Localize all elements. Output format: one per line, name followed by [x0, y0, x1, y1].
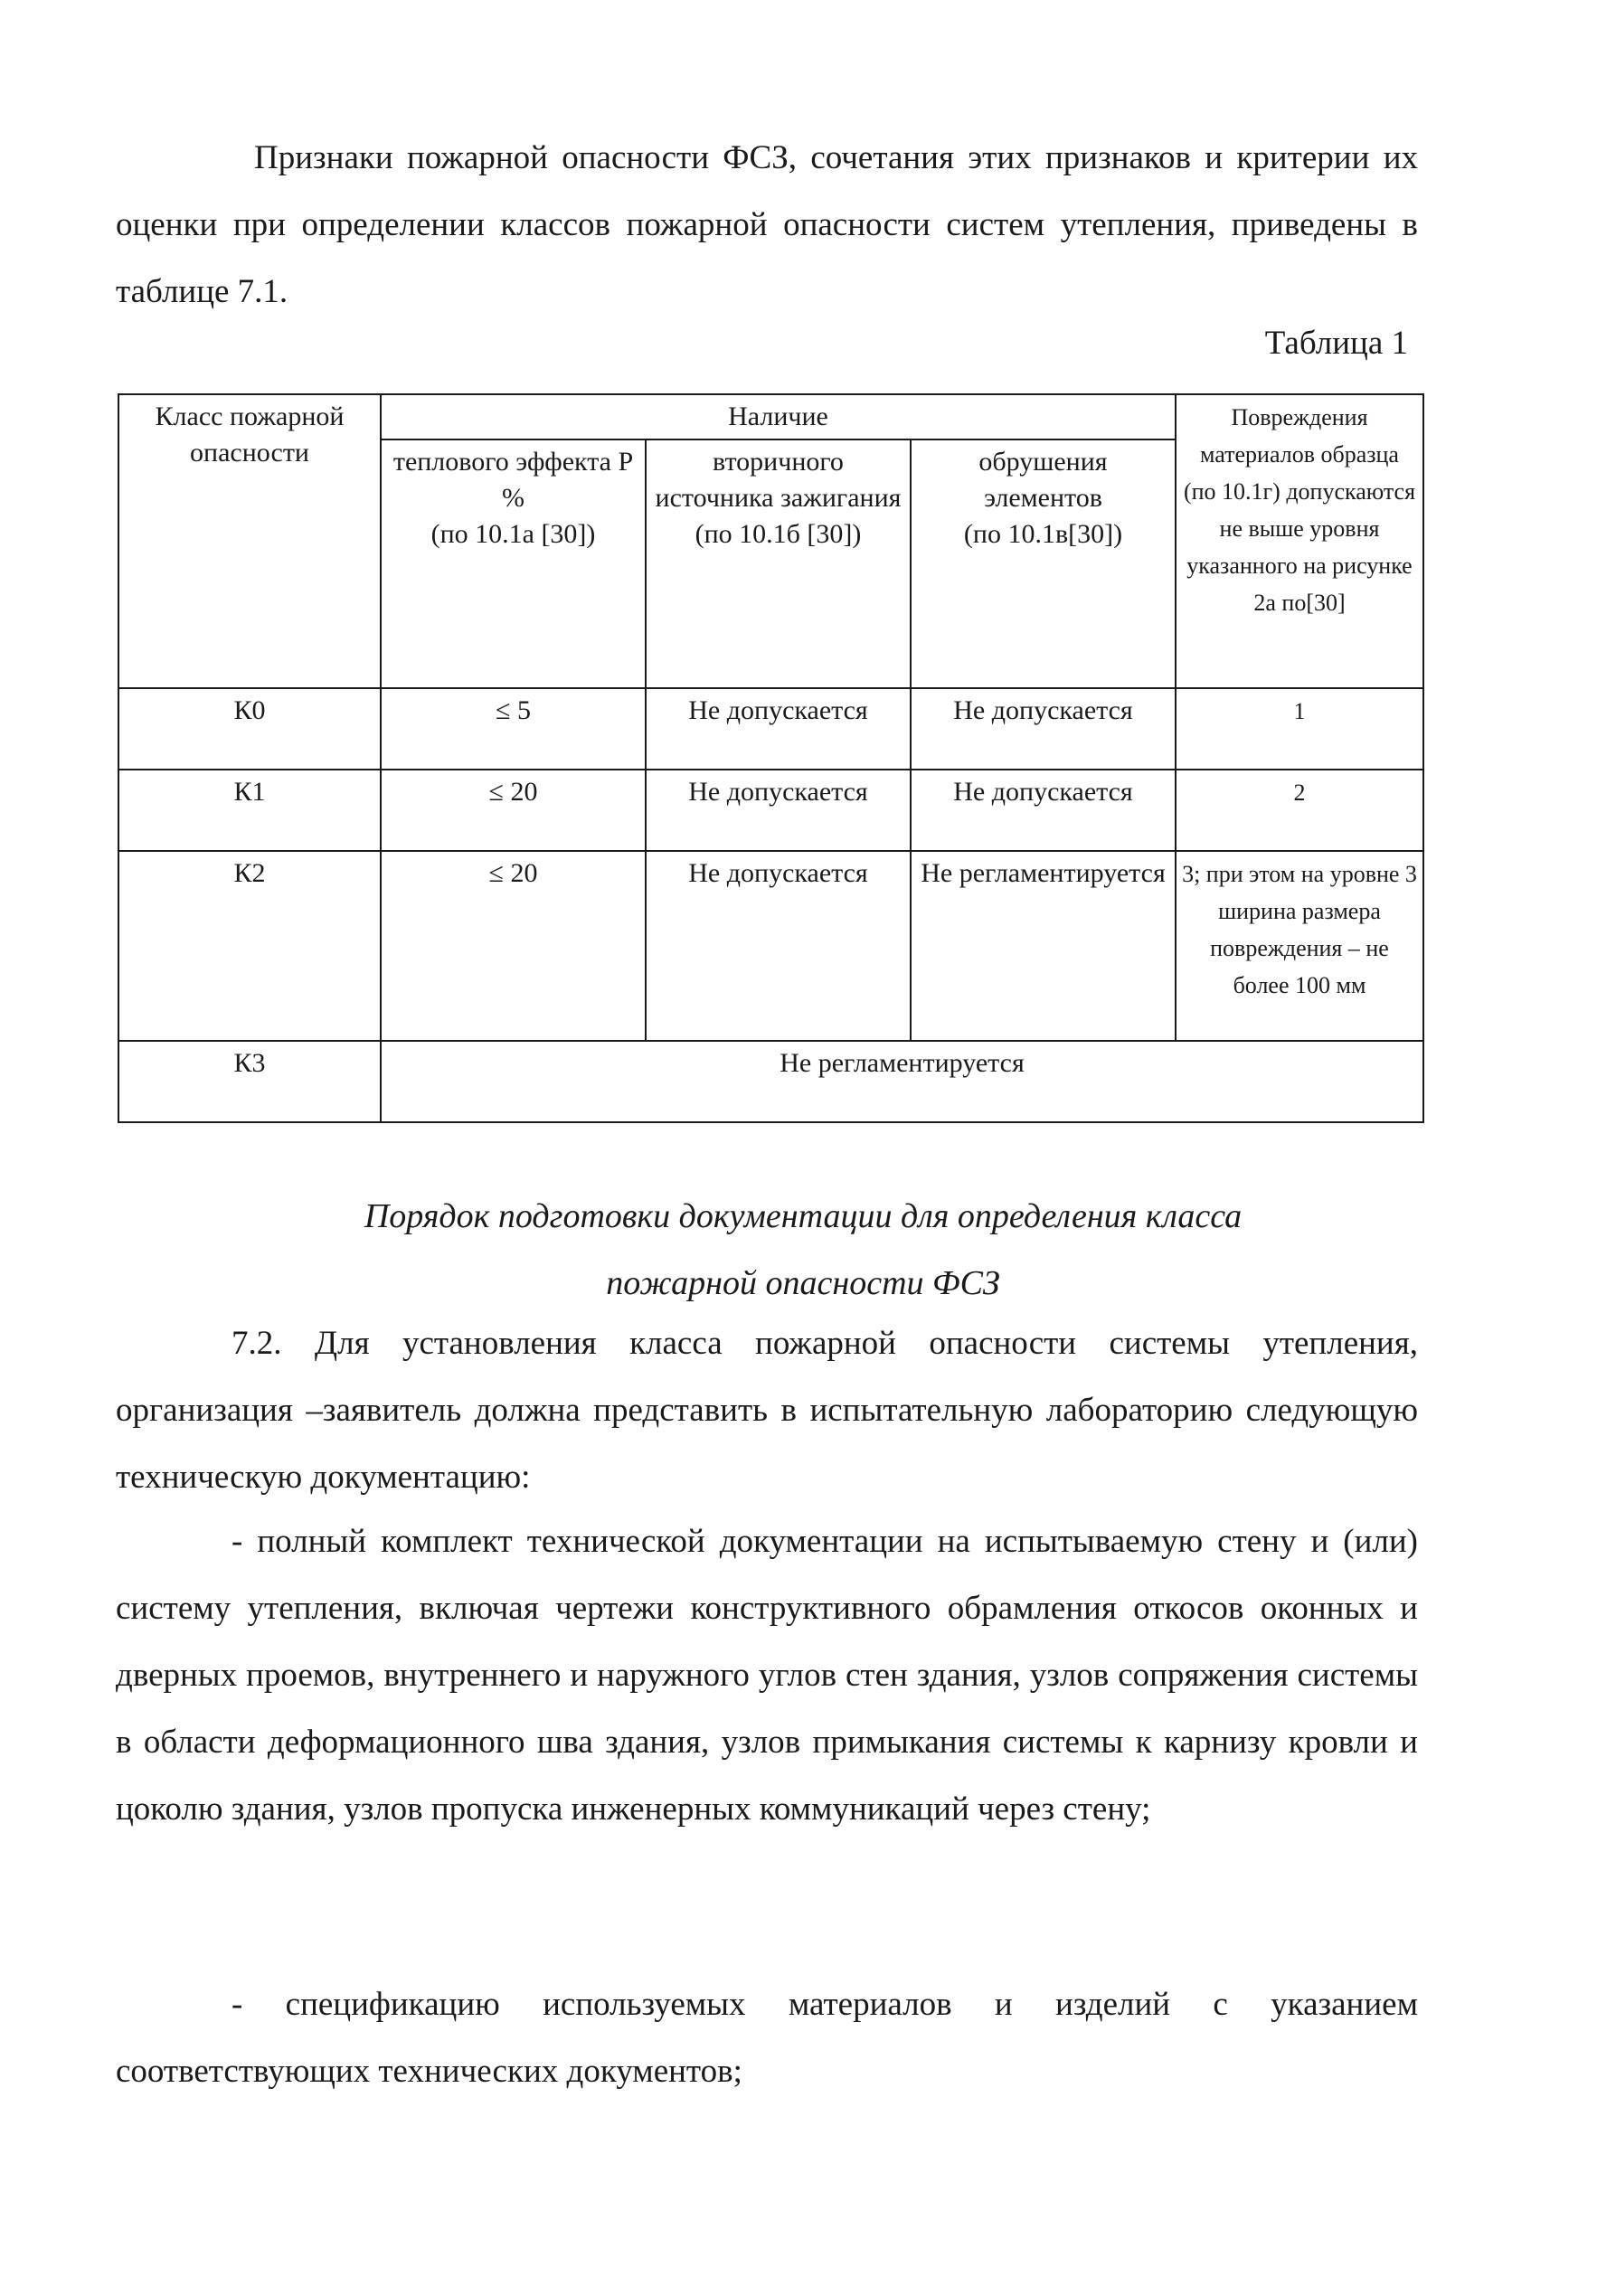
header-ignition: вторичного источника зажигания (по 10.1б [30]) [646, 439, 911, 688]
cell-ignition: Не допускается [646, 851, 911, 1041]
cell-collapse: Не допускается [911, 770, 1176, 851]
cell-class: К0 [118, 688, 381, 770]
fire-hazard-table [118, 393, 1424, 1123]
cell-collapse: Не допускается [911, 688, 1176, 770]
cell-ignition: Не допускается [646, 688, 911, 770]
cell-merged: Не регламентируется [381, 1041, 1423, 1122]
cell-ignition: Не допускается [646, 770, 911, 851]
header-heat: теплового эффекта Р % (по 10.1а [30]) [381, 439, 646, 688]
table-row [118, 770, 1423, 851]
list-item: - спецификацию используемых материалов и изделий с указанием соответствующих технических документов; [116, 1986, 1418, 2090]
cell-heat: ≤ 20 [381, 770, 646, 851]
section-title [116, 1183, 1490, 1317]
table-row [118, 1041, 1423, 1122]
section-title-line: пожарной опасности ФСЗ [606, 1264, 1000, 1302]
cell-collapse: Не регламентируется [911, 851, 1176, 1041]
list-item: - полный комплект технической документации на испытываемую стену и (или) систему утепления, включая чертежи конструктивного обрамления откосов оконных и дверных проемов, внутреннего и наружного углов стен здания, узлов сопряжения системы в области деформационного шва здания, узлов примыкания системы к карнизу кровли и цоколю здания, узлов пропуска инженерных коммуникаций через стену; [116, 1523, 1418, 1828]
table-row [118, 688, 1423, 770]
cell-damage: 2 [1176, 770, 1423, 851]
header-class: Класс пожарной опасности [118, 394, 381, 688]
header-presence: Наличие [381, 394, 1176, 439]
table-header-row [118, 394, 1423, 439]
cell-heat: ≤ 20 [381, 851, 646, 1041]
cell-damage: 3; при этом на уровне 3 ширина размера повреждения – не более 100 мм [1176, 851, 1423, 1041]
intro-paragraph: Признаки пожарной опасности ФСЗ, сочетания этих признаков и критерии их оценки при определении классов пожарной опасности систем утепления, приведены в таблице 7.1. [116, 139, 1418, 310]
table-row [118, 851, 1423, 1041]
paragraph-7-2: 7.2. Для установления класса пожарной опасности системы утепления, организация –заявитель должна представить в испытательную лабораторию следующую техническую документацию: [116, 1325, 1418, 1496]
cell-damage: 1 [1176, 688, 1423, 770]
cell-class: К1 [118, 770, 381, 851]
header-damage: Повреждения материалов образца (по 10.1г) допускаются не выше уровня указанного на рисунке 2а по[30] [1176, 394, 1423, 688]
table-caption: Таблица 1 [1264, 325, 1408, 362]
header-collapse: обрушения элементов (по 10.1в[30]) [911, 439, 1176, 688]
cell-class: К2 [118, 851, 381, 1041]
section-title-line: Порядок подготовки документации для определения класса [364, 1197, 1243, 1235]
cell-heat: ≤ 5 [381, 688, 646, 770]
cell-class: К3 [118, 1041, 381, 1122]
